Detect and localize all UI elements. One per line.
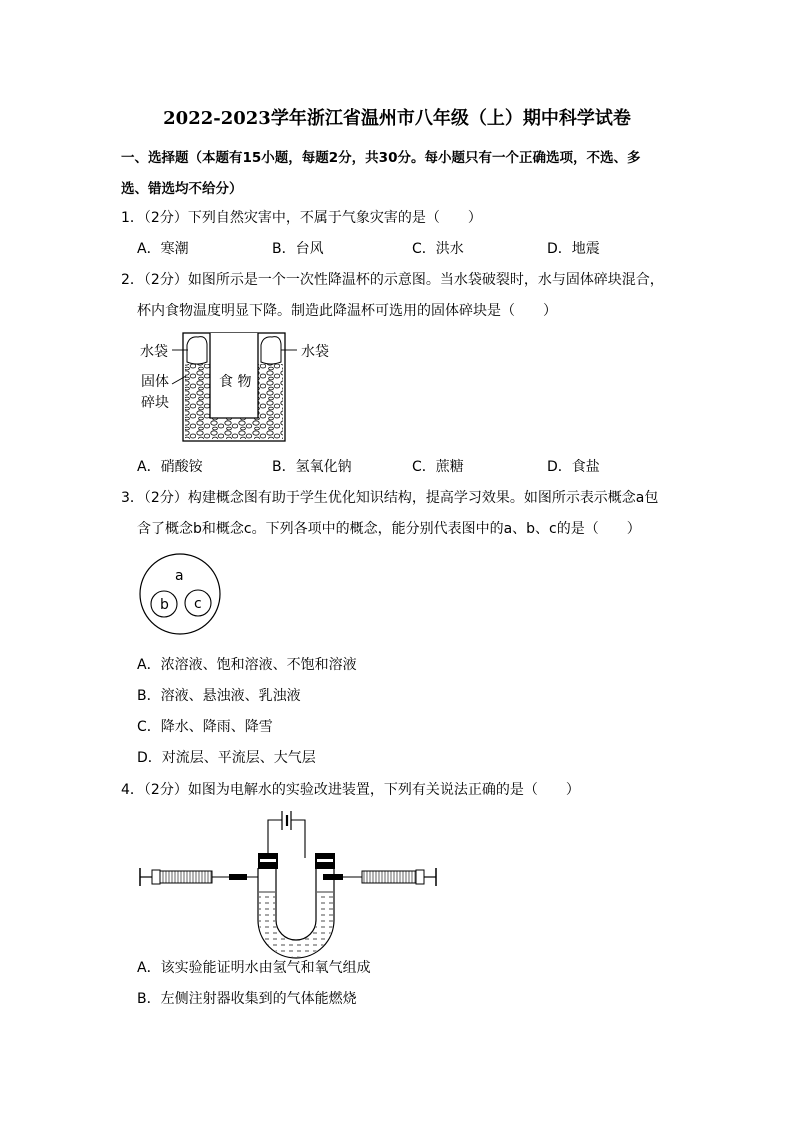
q2-option-a: A．硝酸铵 — [137, 459, 203, 475]
label-solid-line-2: 碎块 — [141, 395, 169, 411]
q1-option-a: A．寒潮 — [137, 241, 189, 257]
concept-b-label: b — [160, 597, 169, 613]
q3-option-c: C．降水、降雨、降雪 — [137, 719, 273, 735]
question-3-stem-line-1: 3．（2分）构建概念图有助于学生优化知识结构，提高学习效果。如图所示表示概念a包 — [121, 490, 659, 506]
q3-option-b: B．溶液、悬浊液、乳浊液 — [137, 688, 301, 704]
question-2-stem-line-2: 杯内食物温度明显下降。制造此降温杯可选用的固体碎块是（ ） — [137, 303, 557, 319]
q1-option-d: D．地震 — [547, 241, 600, 257]
label-solid-line-1: 固体 — [141, 374, 169, 390]
concept-c-label: c — [194, 596, 202, 612]
question-2-stem-line-1: 2．（2分）如图所示是一个一次性降温杯的示意图。当水袋破裂时，水与固体碎块混合， — [121, 272, 664, 288]
q1-option-c: C．洪水 — [412, 241, 464, 257]
question-3-stem-line-2: 含了概念b和概念c。下列各项中的概念，能分别代表图中的a、b、c的是（ ） — [137, 521, 641, 537]
q1-option-b: B．台风 — [272, 241, 324, 257]
q2-option-d: D．食盐 — [547, 459, 600, 475]
q3-option-d: D．对流层、平流层、大气层 — [137, 750, 316, 766]
q2-option-b: B．氢氧化钠 — [272, 459, 352, 475]
label-food: 食 物 — [219, 374, 252, 390]
question-1-stem: 1．（2分）下列自然灾害中，不属于气象灾害的是（ ） — [121, 210, 482, 226]
q3-option-a: A．浓溶液、饱和溶液、不饱和溶液 — [137, 657, 357, 673]
q2-option-c: C．蔗糖 — [412, 459, 464, 475]
question-4-stem: 4．（2分）如图为电解水的实验改进装置，下列有关说法正确的是（ ） — [121, 782, 580, 798]
page-title: 2022-2023学年浙江省温州市八年级（上）期中科学试卷 — [163, 108, 631, 129]
label-water-bag-left: 水袋 — [140, 344, 168, 360]
q4-option-a: A．该实验能证明水由氢气和氧气组成 — [137, 960, 371, 976]
concept-a-label: a — [175, 568, 184, 584]
section-heading-line-2: 选、错选均不给分） — [121, 181, 243, 197]
q4-option-b: B．左侧注射器收集到的气体能燃烧 — [137, 991, 357, 1007]
label-water-bag-right: 水袋 — [301, 344, 329, 360]
section-heading-line-1: 一、选择题（本题有15小题，每题2分，共30分。每小题只有一个正确选项，不选、多 — [121, 150, 641, 166]
